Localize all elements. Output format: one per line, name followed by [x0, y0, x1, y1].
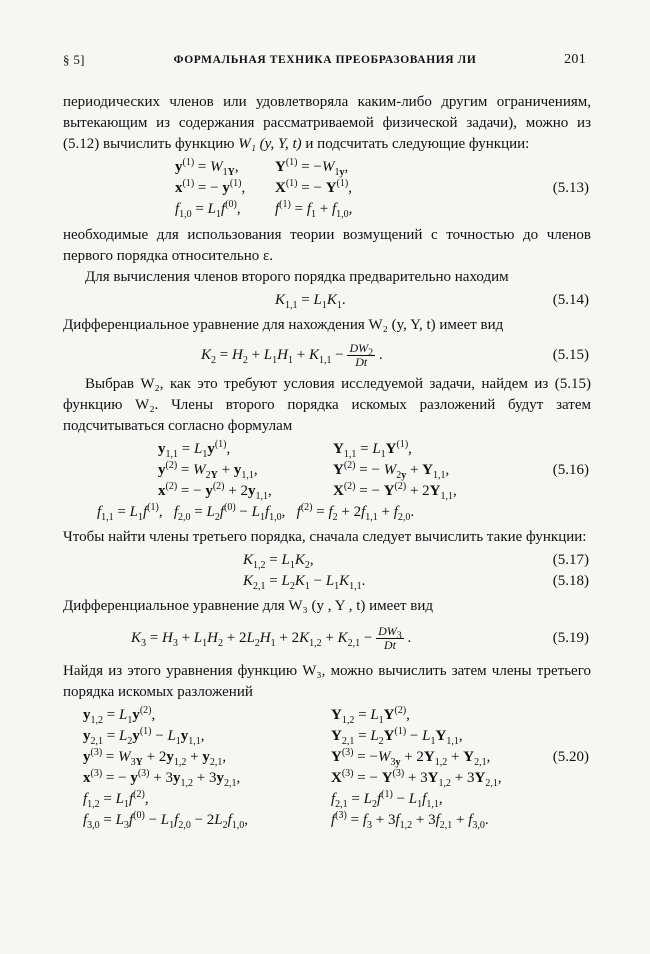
paragraph-5: Выбрав W₂, как это требуют условия исследуемой задачи, найдем из (5.15) функцию W₂. Члены второго порядка искомых разложений будут затем подсчитываться согласно формулам: [63, 376, 591, 434]
equation-5-14: $K_{1,1} = L_1K_1$. (5.14): [275, 292, 589, 311]
running-title: ФОРМАЛЬНАЯ ТЕХНИКА ПРЕОБРАЗОВАНИЯ ЛИ: [173, 54, 477, 66]
paragraph-1: периодических членов или удовлетворяла каким-либо другим ограничениям, вытекающим из содержания рассматриваемой физической задачи), можно из (5.12) вычислить функцию W₁ (y, Y, t) и подсчитать следующие функции:: [63, 94, 591, 152]
paragraph-4: Дифференциальное уравнение для нахождения W₂ (y, Y, t) имеет вид: [63, 317, 504, 333]
paragraph-3: Для вычисления членов второго порядка предварительно находим: [85, 269, 509, 285]
section-marker: § 5]: [63, 52, 85, 67]
equation-5-15: $K_2 = H_2 + L_1H_1 + K_{1,1}$ − $\frac{DW_2}{Dt}$ . (5.15): [201, 341, 589, 370]
paragraph-7: Дифференциальное уравнение для W₃ (y , Y , t) имеет вид: [63, 598, 434, 614]
equation-5-20: $y_{1,2} = L_1y^{(2)}$, $Y_{1,2} = L_1Y^{(2)}$, $y_{2,1} = L_2y^{(1)} - L_1y_{1,1}$, $Y_{2,1} = L_2Y^{(1)} - L_1Y_{1,1}$, $y^{(3)} = W_{3Y} + 2y_{1,2} + y_{2,1}$, $Y^{(3)} = -W_{3y} + 2Y_{1,2} + Y_{2,1}$, (5.20) $x^{(3)}$ = − $y^{(3)} + 3y_{1,2} + 3y_{2,1}$, $X^{(3)}$ = − $Y^{(3)} + 3Y_{1,2} + 3Y_{2,1}$, $f_{1,2} = L_1f^{(2)}$, $f_{2,1} = L_2f^{(1)} - L_1f_{1,1}$, $f_{3,0} = L_3f^{(0)} - L_1f_{2,0} - 2L_2f_{1,0}$, $f^{(3)} = f_3 + 3f_{1,2} + 3f_{2,1} + f_{3,0}$.: [83, 705, 589, 831]
equation-5-13: $y^{(1)} = W_{1Y}$, $Y^{(1)} = -W_{1y}$, $x^{(1)}$ = − $y^{(1)}$, $X^{(1)}$ = − $Y^{(1)}$, (5.13) $f_{1,0} = L_1f^{(0)}$, $f^{(1)} = f_1 + f_{1,0}$,: [175, 157, 589, 220]
equation-5-17-5-18: $K_{1,2} = L_1K_2$, (5.17) $K_{2,1} = L_2K_1 - L_1K_{1,1}$. (5.18): [243, 552, 589, 592]
page-body: [63, 92, 591, 837]
equation-5-19: $K_3 = H_3 + L_1H_2 + 2L_2H_1 + 2K_{1,2} + K_{2,1}$ − $\frac{DW_3}{Dt}$ . (5.19): [131, 624, 589, 653]
equation-5-16: $y_{1,1} = L_1y^{(1)}$, $Y_{1,1} = L_1Y^{(1)}$, $y^{(2)} = W_{2Y} + y_{1,1}$, $Y^{(2)}$ = − $W_{2y} + Y_{1,1}$, (5.16) $x^{(2)}$ = − $y^{(2)} + 2y_{1,1}$, $X^{(2)}$ = − $Y^{(2)} + 2Y_{1,1}$, $f_{1,1} = L_1f^{(1)}$, $f_{2,0} = L_2f^{(0)} - L_1f_{1,0}$, $f^{(2)} = f_2 + 2f_{1,1} + f_{2,0}$.: [97, 439, 589, 523]
paragraph-2: необходимые для использования теории возмущений с точностью до членов первого порядка относительно ε.: [63, 227, 591, 264]
page-number: 201: [564, 52, 586, 67]
paragraph-8: Найдя из этого уравнения функцию W₃, можно вычислить затем члены третьего порядка искомых разложений: [63, 663, 591, 700]
paragraph-6: Чтобы найти члены третьего порядка, сначала следует вычислить такие функции:: [63, 529, 587, 545]
